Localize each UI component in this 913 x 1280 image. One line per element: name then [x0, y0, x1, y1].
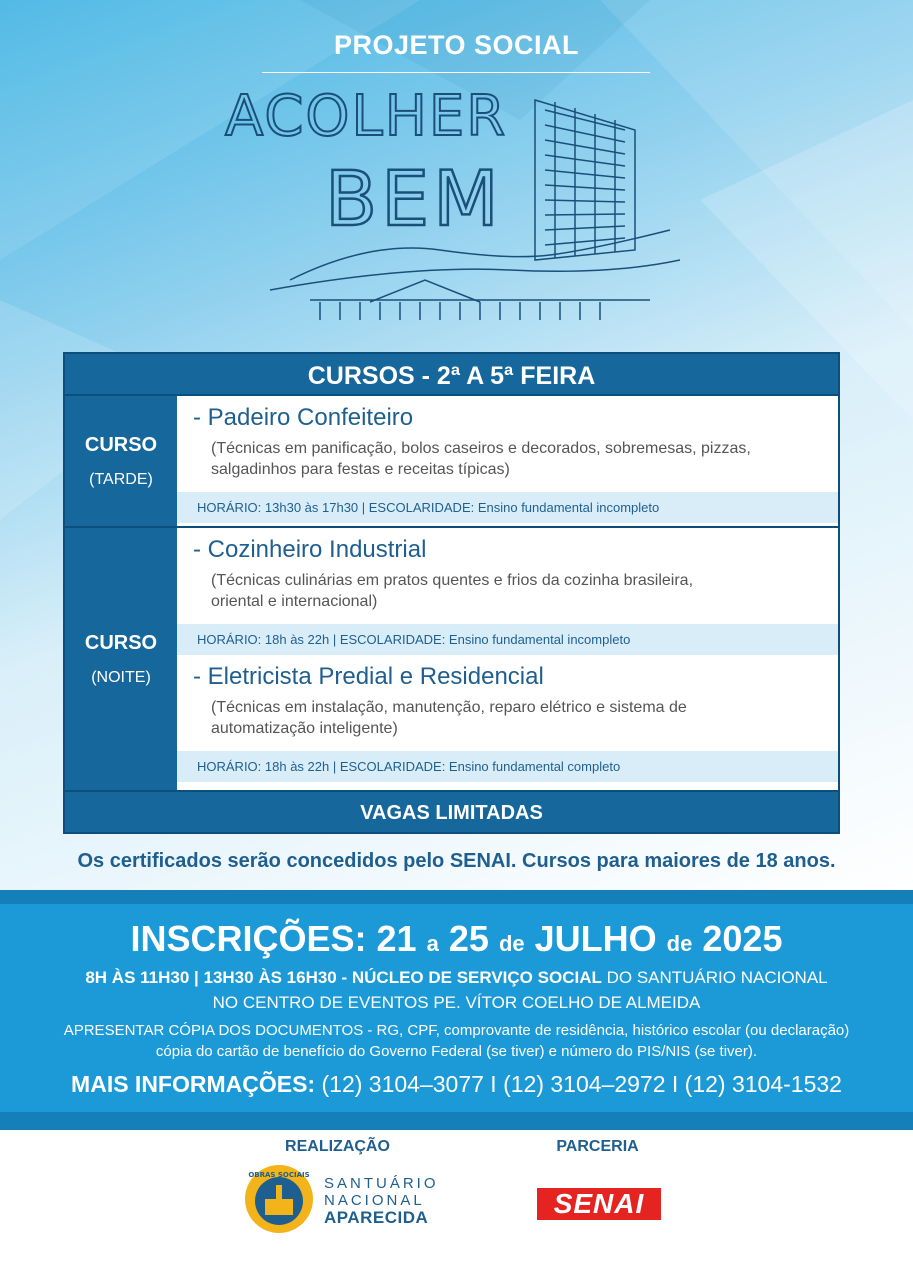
- course-description-line: oriental e internacional): [211, 593, 378, 610]
- landscape-drawing: [270, 230, 680, 320]
- logo-word-bem: BEM: [325, 154, 503, 243]
- course-schedule: HORÁRIO: 18h às 22h | ESCOLARIDADE: Ensino fundamental completo: [177, 751, 838, 782]
- project-title: PROJETO SOCIAL: [333, 30, 580, 60]
- registration-word: JULHO: [534, 918, 657, 959]
- registration-hours: [0, 968, 913, 988]
- certificate-note: Os certificados serão concedidos pelo SENAI. Cursos para maiores de 18 anos.: [77, 850, 836, 872]
- section-label-period: (NOITE): [91, 668, 151, 686]
- section-label: [65, 396, 177, 526]
- santuario-wordmark: [324, 1175, 439, 1226]
- registration-word: a: [426, 931, 439, 956]
- course-description-line: (Técnicas em instalação, manutenção, reparo elétrico e sistema de: [211, 699, 687, 716]
- courses-table: [63, 352, 840, 834]
- course-name: - Cozinheiro Industrial: [193, 536, 427, 563]
- band-top-stripe: [0, 890, 913, 904]
- seal-text: OBRAS SOCIAIS: [248, 1171, 310, 1179]
- section-body: [177, 528, 838, 790]
- credit-realizacao: REALIZAÇÃO: [285, 1138, 390, 1155]
- acolher-bem-logo: [210, 80, 680, 345]
- santuario-line: NACIONAL: [324, 1192, 425, 1209]
- course-description-line: salgadinhos para festas e receitas típicas): [211, 461, 510, 478]
- registration-hours-strong: 8H ÀS 11H30 | 13H30 ÀS 16H30 - NÚCLEO DE SERVIÇO SOCIAL: [85, 968, 602, 987]
- registration-band: [0, 890, 913, 1130]
- course-name: - Padeiro Confeiteiro: [193, 404, 414, 431]
- more-info-label: MAIS INFORMAÇÕES:: [71, 1071, 316, 1097]
- course-description-line: (Técnicas culinárias em pratos quentes e frios da cozinha brasileira,: [211, 572, 694, 589]
- course-name: - Eletricista Predial e Residencial: [193, 663, 544, 690]
- registration-place: NO CENTRO DE EVENTOS PE. VÍTOR COELHO DE ALMEIDA: [212, 993, 701, 1012]
- course-description: [211, 697, 826, 739]
- course-item: [177, 528, 838, 612]
- more-info: [0, 1071, 913, 1098]
- limited-spots-banner: VAGAS LIMITADAS: [63, 792, 840, 834]
- course-schedule: HORÁRIO: 18h às 22h | ESCOLARIDADE: Ensino fundamental incompleto: [177, 624, 838, 655]
- course-item: [177, 396, 838, 480]
- section-label-title: CURSO: [84, 433, 158, 456]
- senai-logo: SENAI: [537, 1188, 661, 1220]
- registration-dates: [0, 918, 913, 960]
- documents-line: [0, 1022, 913, 1039]
- section-body: [177, 396, 838, 526]
- registration-word: 25: [448, 918, 489, 959]
- section-afternoon: [63, 396, 840, 528]
- section-evening: [63, 528, 840, 792]
- course-description-line: automatização inteligente): [211, 720, 398, 737]
- documents-label: APRESENTAR CÓPIA DOS DOCUMENTOS: [63, 1022, 364, 1039]
- course-description-line: (Técnicas em panificação, bolos caseiros e decorados, sobremesas, pizzas,: [211, 440, 751, 457]
- registration-word: de: [666, 931, 693, 956]
- registration-word: 2025: [702, 918, 783, 959]
- phone-numbers: (12) 3104–3077 I (12) 3104–2972 I (12) 3104-1532: [315, 1071, 842, 1097]
- credit-parceria: PARCERIA: [556, 1138, 639, 1155]
- course-description: [211, 438, 826, 480]
- santuario-seal-logo: [243, 1163, 315, 1235]
- table-header: CURSOS - 2ª A 5ª FEIRA: [63, 352, 840, 396]
- course-description: [211, 570, 826, 612]
- santuario-line: SANTUÁRIO: [324, 1175, 439, 1192]
- registration-word: de: [498, 931, 525, 956]
- santuario-line: APARECIDA: [324, 1208, 429, 1227]
- section-label-title: CURSO: [84, 631, 158, 654]
- section-label: [65, 528, 177, 790]
- registration-word: INSCRIÇÕES: 21: [130, 918, 417, 959]
- documents-line: cópia do cartão de benefício do Governo Federal (se tiver) e número do PIS/NIS (se tiver).: [155, 1043, 758, 1060]
- band-bottom-stripe: [0, 1112, 913, 1130]
- registration-hours-rest: DO SANTUÁRIO NACIONAL: [606, 968, 828, 987]
- course-schedule: HORÁRIO: 13h30 às 17h30 | ESCOLARIDADE: Ensino fundamental incompleto: [177, 492, 838, 523]
- title-divider: [262, 72, 650, 73]
- section-label-period: (TARDE): [89, 470, 153, 488]
- documents-list: - RG, CPF, comprovante de residência, histórico escolar (ou declaração): [363, 1022, 850, 1039]
- logo-word-acolher: ACOLHER: [225, 84, 508, 149]
- course-item: [177, 655, 838, 739]
- building-drawing: [535, 100, 635, 260]
